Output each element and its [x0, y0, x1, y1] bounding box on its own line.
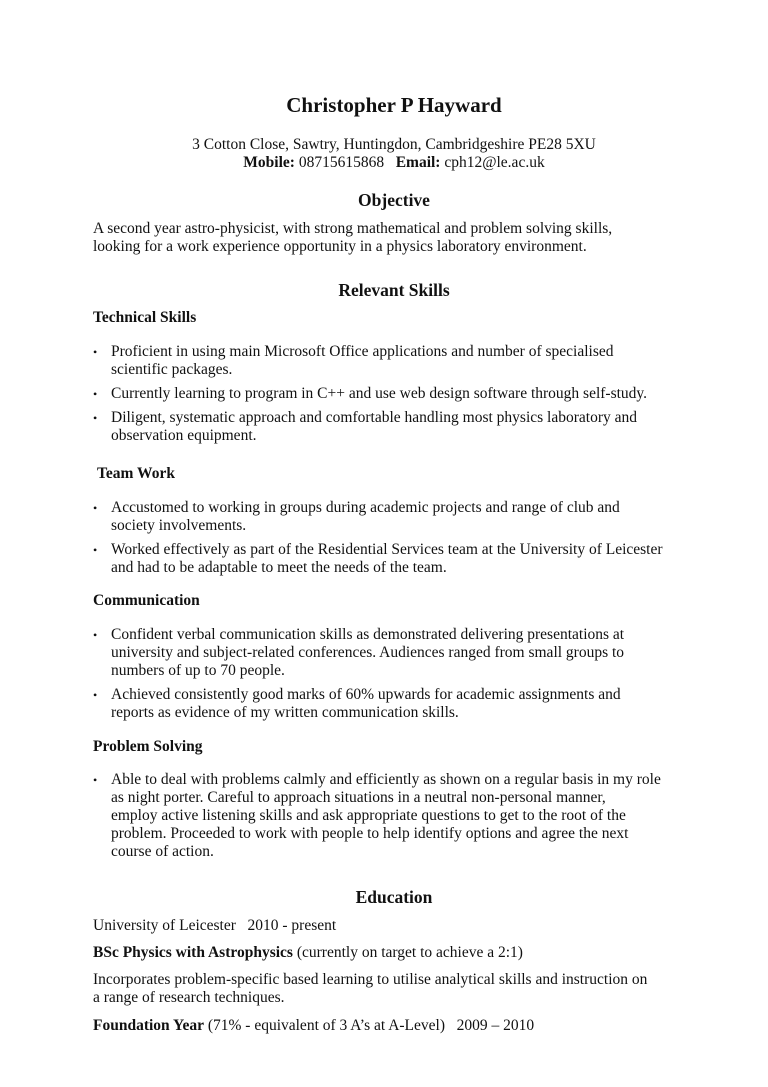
text-line: university and subject-related conferences. Audiences ranged from small groups to: [111, 644, 625, 661]
bullet-text: [111, 499, 753, 535]
bullet-list: [93, 626, 753, 722]
bullet-text: [111, 409, 753, 445]
bullet-list: [93, 343, 753, 445]
bullet-item: [93, 409, 753, 445]
degree-title: BSc Physics with Astrophysics: [93, 944, 293, 961]
bullet-text: [111, 771, 753, 861]
text-line: employ active listening skills and ask appropriate questions to get to the root of the: [111, 807, 626, 824]
email-address: cph12@le.ac.uk: [444, 154, 545, 171]
bullet-icon: •: [93, 345, 98, 359]
objective-heading: Objective: [358, 190, 430, 210]
text-line: A second year astro-physicist, with strong mathematical and problem solving skills,: [93, 220, 613, 237]
candidate-name: Christopher P Hayward: [286, 93, 502, 117]
bullet-icon: •: [93, 773, 98, 787]
foundation-title: Foundation Year: [93, 1017, 204, 1034]
text-line: Currently learning to program in C++ and use web design software through self-study.: [111, 385, 648, 402]
text-line: Worked effectively as part of the Residential Services team at the University of Leicester: [111, 541, 663, 558]
text-line: Proficient in using main Microsoft Office applications and number of specialised: [111, 343, 614, 360]
text-line: observation equipment.: [111, 427, 257, 444]
foundation-line: [93, 1017, 753, 1035]
text-line: Accustomed to working in groups during academic projects and range of club and: [111, 499, 620, 516]
bullet-item: [93, 499, 753, 535]
degree-note: (currently on target to achieve a 2:1): [292, 944, 523, 961]
problem-solving-heading: Problem Solving: [93, 738, 203, 755]
bullet-text: [111, 385, 753, 403]
bullet-item: [93, 771, 753, 861]
text-line: as night porter. Careful to approach situations in a neutral non-personal manner,: [111, 789, 606, 806]
bullet-item: [93, 686, 753, 722]
contact-block: [0, 136, 768, 172]
bullet-icon: •: [93, 411, 98, 425]
bullet-item: [93, 343, 753, 379]
technical-skills-heading: Technical Skills: [93, 309, 197, 326]
text-line: Achieved consistently good marks of 60% upwards for academic assignments and: [111, 686, 621, 703]
objective-text: [93, 220, 753, 256]
text-line: problem. Proceeded to work with people to help identify options and agree the next: [111, 825, 629, 842]
bullet-icon: •: [93, 688, 98, 702]
text-line: and had to be adaptable to meet the needs of the team.: [111, 559, 447, 576]
education-heading: Education: [355, 887, 433, 907]
bullet-text: [111, 541, 753, 577]
text-line: scientific packages.: [111, 361, 233, 378]
bullet-list: [93, 499, 753, 577]
text-line: numbers of up to 70 people.: [111, 662, 285, 679]
text-line: society involvements.: [111, 517, 247, 534]
bullet-item: [93, 541, 753, 577]
skills-heading: Relevant Skills: [338, 280, 450, 300]
text-line: Diligent, systematic approach and comfortable handling most physics laboratory and: [111, 409, 638, 426]
text-line: Incorporates problem-specific based learning to utilise analytical skills and instruction on: [93, 971, 648, 988]
bullet-text: [111, 686, 753, 722]
team-work-heading: Team Work: [97, 465, 175, 482]
communication-heading: Communication: [93, 592, 200, 609]
text-line: looking for a work experience opportunity in a physics laboratory environment.: [93, 238, 587, 255]
bullet-icon: •: [93, 501, 98, 515]
bullet-text: [111, 343, 753, 379]
degree-description: [93, 971, 753, 1007]
address: 3 Cotton Close, Sawtry, Huntingdon, Cambridgeshire PE28 5XU: [192, 136, 596, 153]
mobile-label: Mobile:: [243, 154, 295, 171]
bullet-icon: •: [93, 543, 98, 557]
email-label: Email:: [395, 154, 441, 171]
university-line: University of Leicester 2010 - present: [93, 917, 337, 934]
bullet-icon: •: [93, 628, 98, 642]
degree-line: [93, 944, 753, 962]
contact-line: [0, 154, 768, 172]
text-line: course of action.: [111, 843, 214, 860]
bullet-item: [93, 385, 753, 403]
bullet-icon: •: [93, 387, 98, 401]
bullet-list: [93, 771, 753, 861]
text-line: reports as evidence of my written communication skills.: [111, 704, 459, 721]
text-line: a range of research techniques.: [93, 989, 285, 1006]
foundation-note: (71% - equivalent of 3 A’s at A-Level) 2009 – 2010: [203, 1017, 535, 1034]
bullet-item: [93, 626, 753, 680]
text-line: Able to deal with problems calmly and efficiently as shown on a regular basis in my role: [111, 771, 661, 788]
text-line: Confident verbal communication skills as demonstrated delivering presentations at: [111, 626, 625, 643]
mobile-number: 08715615868: [298, 154, 385, 171]
bullet-text: [111, 626, 753, 680]
